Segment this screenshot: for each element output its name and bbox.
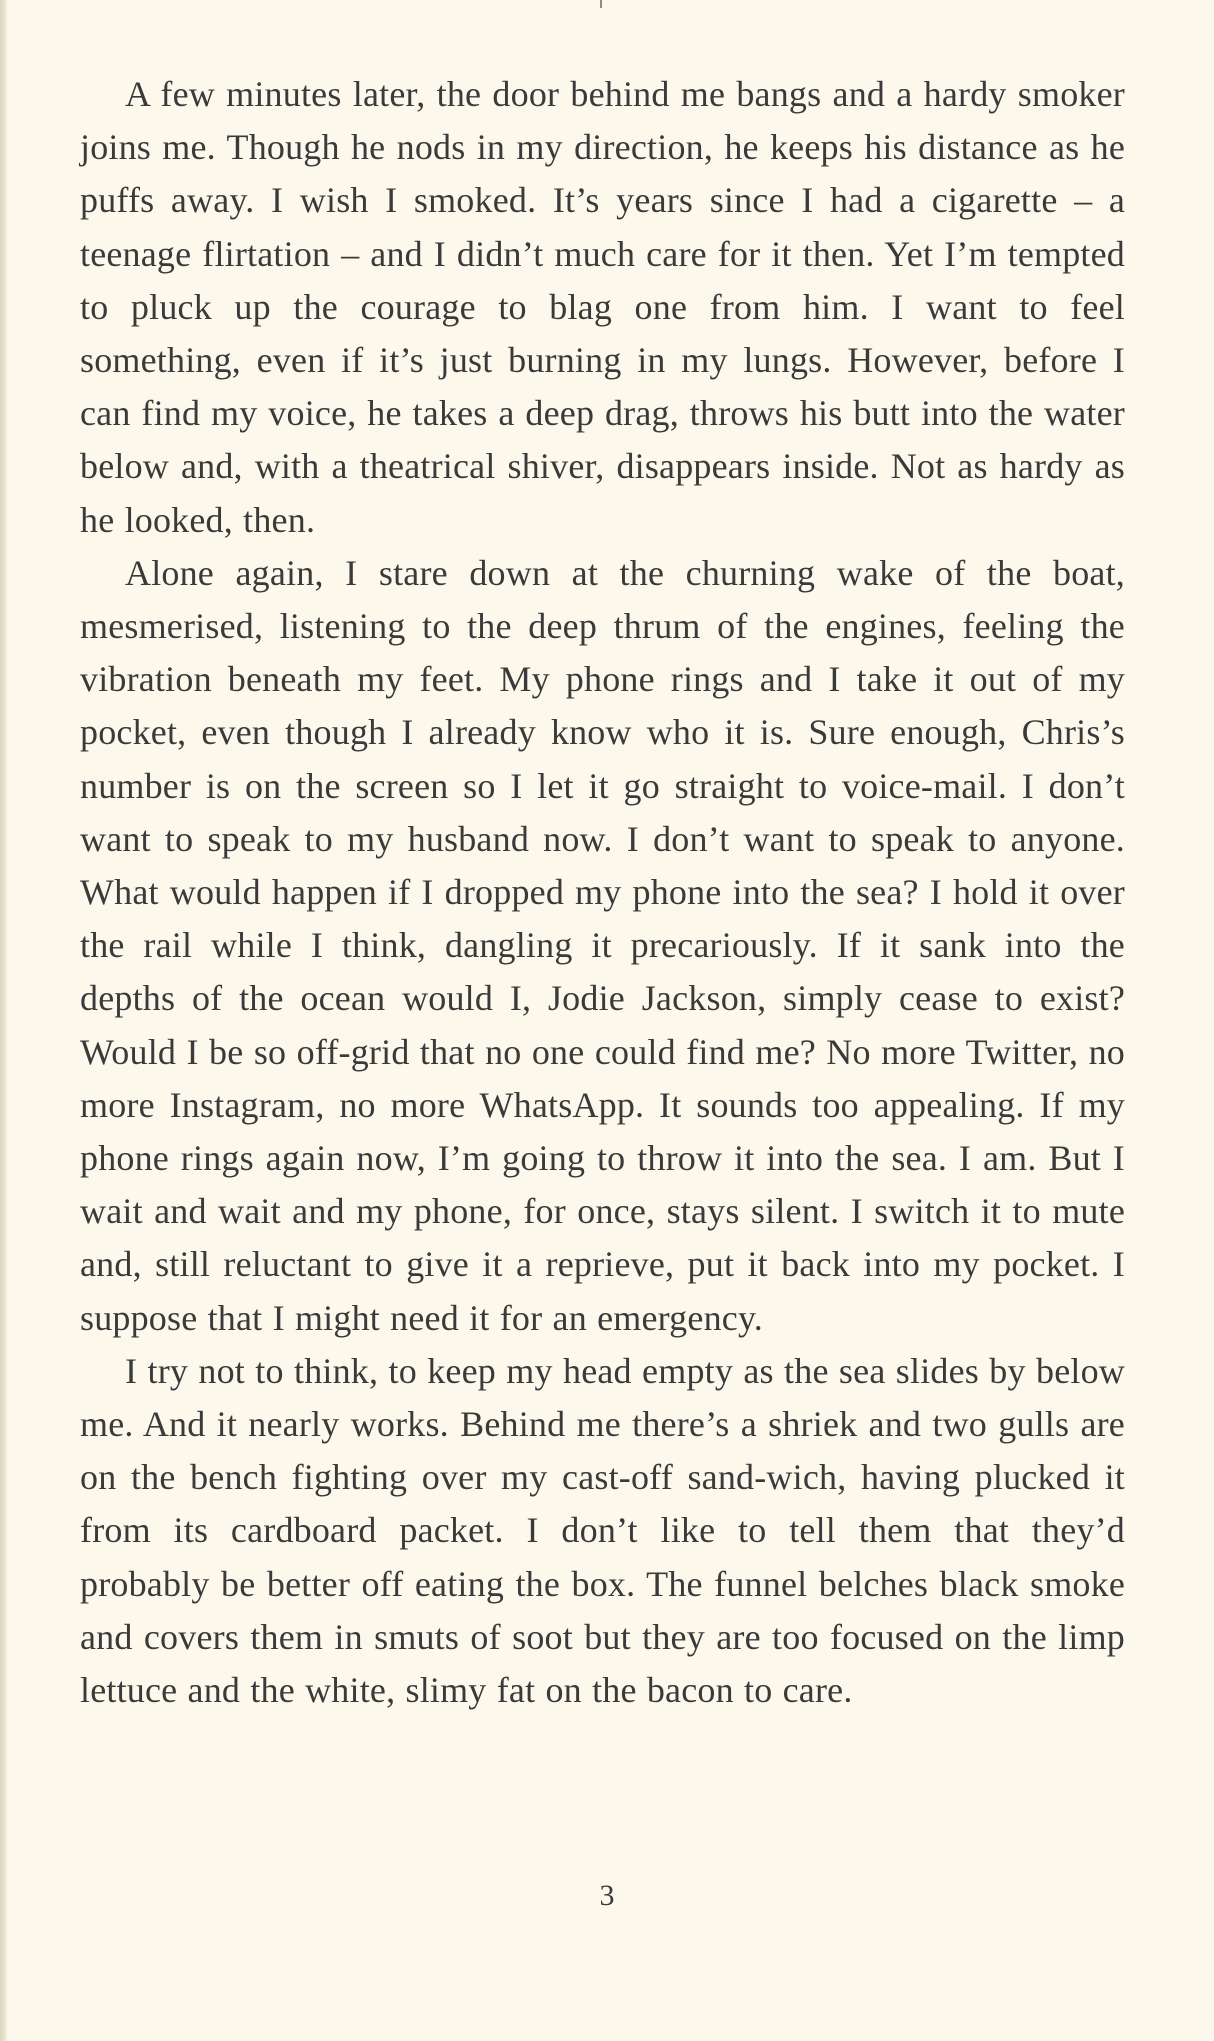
- page-left-edge: [0, 0, 7, 2041]
- body-text: [80, 68, 1125, 1717]
- paragraph-3: I try not to think, to keep my head empty as the sea slides by below me. And it nearly works. Behind me there’s a shriek and two gulls are on the bench fighting over my cast-off sand-wich, having plucked it from its cardboard packet. I don’t like to tell them that they’d probably be better off eating the box. The funnel belches black smoke and covers them in smuts of soot but they are too focused on the limp lettuce and the white, slimy fat on the bacon to care.: [80, 1350, 1125, 1711]
- page-number: 3: [599, 1879, 615, 1912]
- paragraph-2: Alone again, I stare down at the churning wake of the boat, mesmerised, listening to the deep thrum of the engines, feeling the vibration beneath my feet. My phone rings and I take it out of my pocket, even though I already know who it is. Sure enough, Chris’s number is on the screen so I let it go straight to voice-mail. I don’t want to speak to my husband now. I don’t want to speak to anyone. What would happen if I dropped my phone into the sea? I hold it over the rail while I think, dangling it precariously. If it sank into the depths of the ocean would I, Jodie Jackson, simply cease to exist? Would I be so off-grid that no one could find me? No more Twitter, no more Instagram, no more WhatsApp. It sounds too appealing. If my phone rings again now, I’m going to throw it into the sea. I am. But I wait and wait and my phone, for once, stays silent. I switch it to mute and, still reluctant to give it a reprieve, put it back into my pocket. I suppose that I might need it for an emergency.: [80, 552, 1125, 1338]
- paragraph-1: A few minutes later, the door behind me bangs and a hardy smoker joins me. Though he nods in my direction, he keeps his distance as he puffs away. I wish I smoked. It’s years since I had a cigarette – a teenage flirtation – and I didn’t much care for it then. Yet I’m tempted to pluck up the courage to blag one from him. I want to feel something, even if it’s just burning in my lungs. However, before I can find my voice, he takes a deep drag, throws his butt into the water below and, with a theatrical shiver, disappears inside. Not as hardy as he looked, then.: [80, 74, 1125, 540]
- top-edge-mark: [600, 0, 602, 8]
